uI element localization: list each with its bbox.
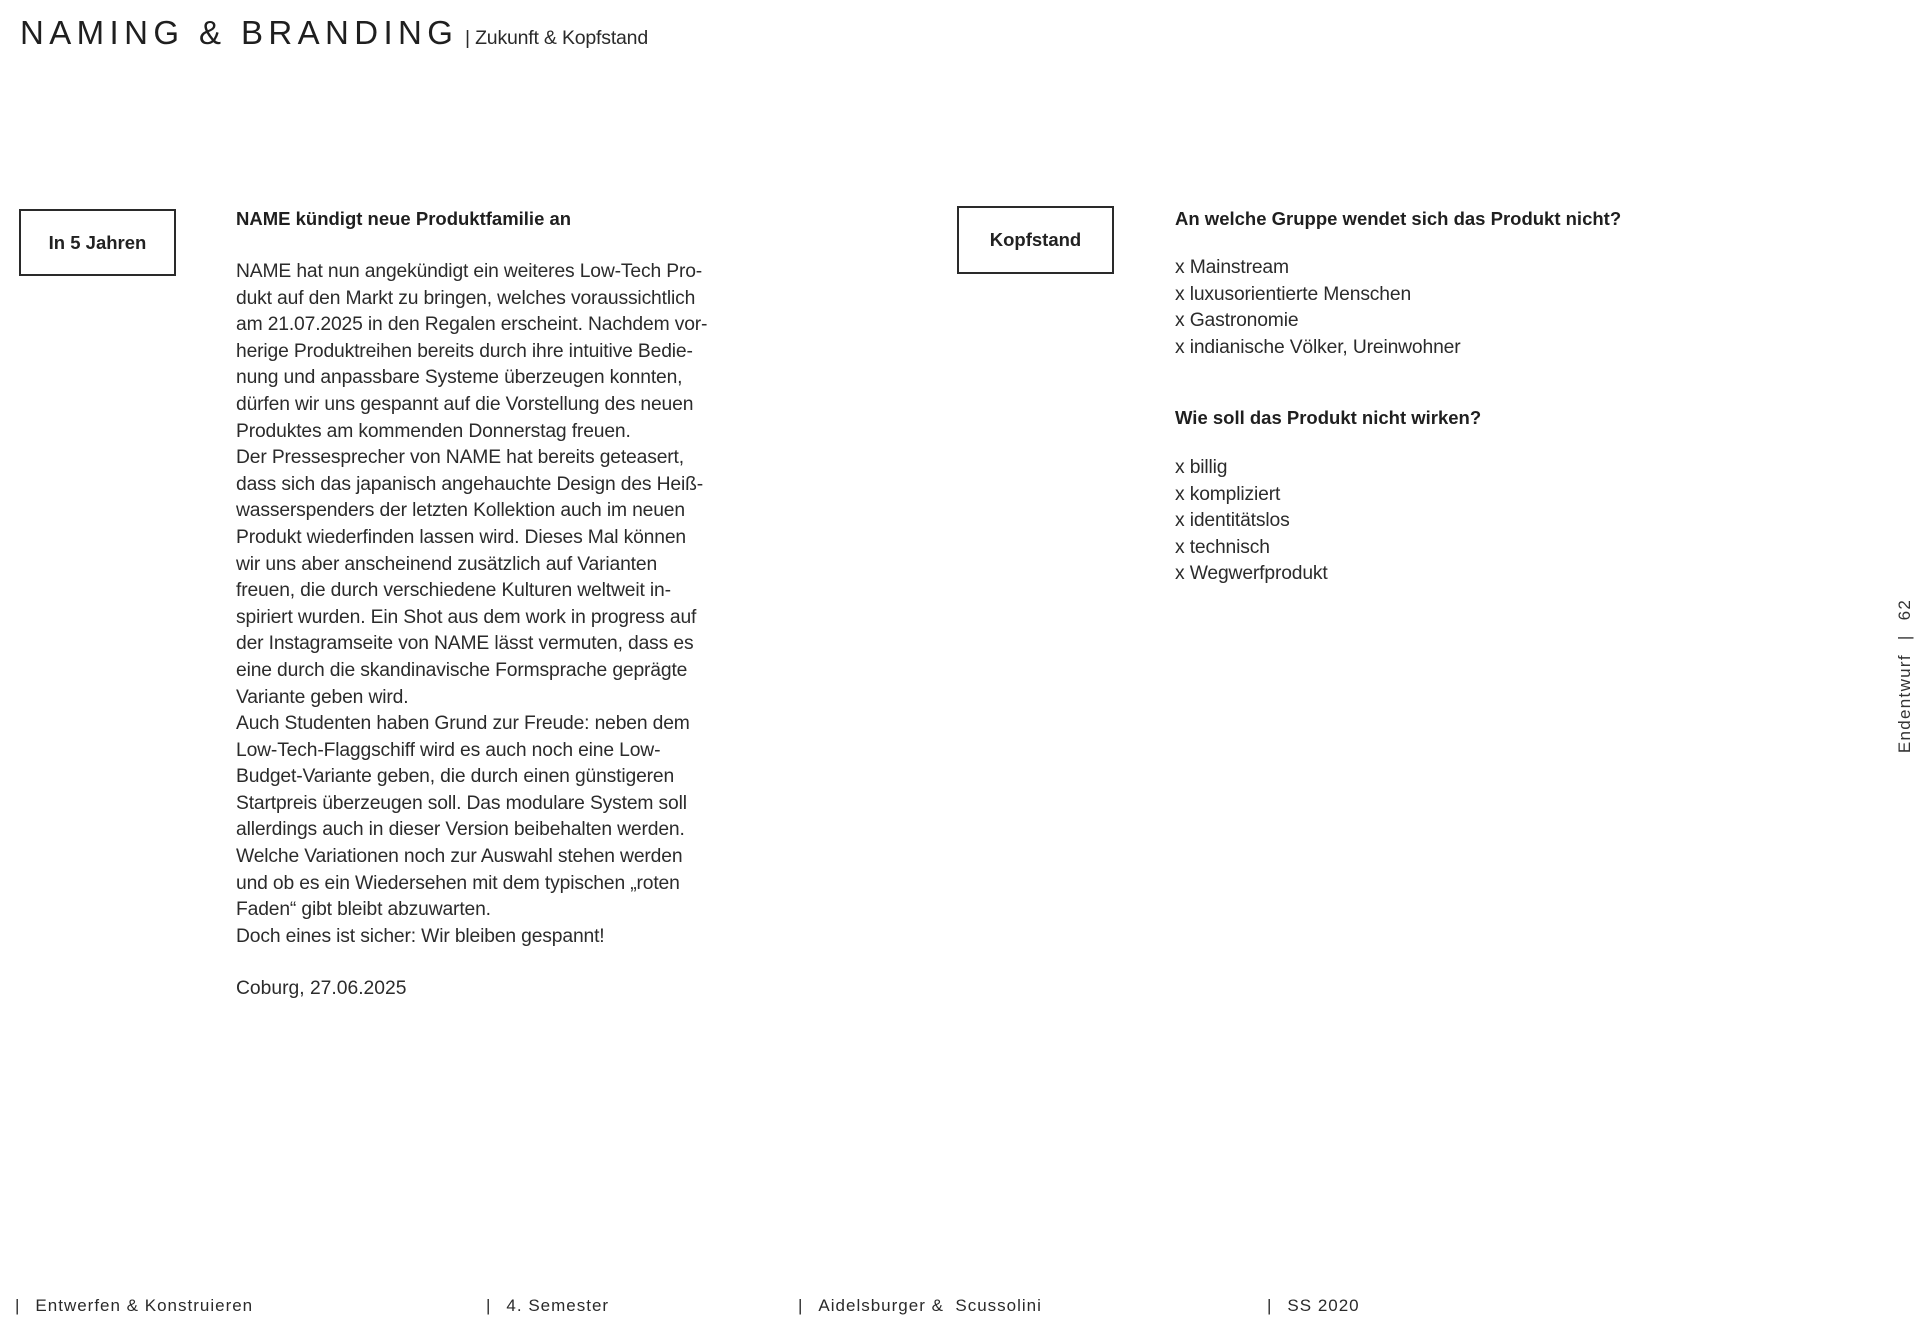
article-line: Faden“ gibt bleibt abzuwarten. bbox=[236, 899, 491, 921]
footer-item-semester bbox=[486, 1295, 609, 1317]
answer-list bbox=[1175, 455, 1328, 588]
footer-separator: | bbox=[1267, 1296, 1273, 1315]
list-item: x kompliziert bbox=[1175, 483, 1281, 505]
footer-separator: | bbox=[486, 1296, 492, 1315]
article-line: Startpreis überzeugen soll. Das modulare System soll bbox=[236, 792, 687, 814]
article-line: Produktes am kommenden Donnerstag freuen. bbox=[236, 420, 631, 442]
article-line: Auch Studenten haben Grund zur Freude: neben dem bbox=[236, 713, 690, 735]
article-line: wir uns aber anscheinend zusätzlich auf Varianten bbox=[236, 553, 658, 575]
list-item: x Mainstream bbox=[1175, 257, 1289, 278]
footer-separator: | bbox=[15, 1296, 21, 1315]
footer-text: Entwerfen & Konstruieren bbox=[35, 1296, 254, 1315]
question-heading: Wie soll das Produkt nicht wirken? bbox=[1175, 407, 1482, 428]
list-item: x Gastronomie bbox=[1175, 310, 1299, 332]
article-line: und ob es ein Wiedersehen mit dem typischen „roten bbox=[236, 872, 680, 894]
list-item: x luxusorientierte Menschen bbox=[1175, 283, 1412, 305]
article-line: allerdings auch in dieser Version beibehalten werden. bbox=[236, 819, 685, 841]
article-line: dukt auf den Markt zu bringen, welches voraussichtlich bbox=[236, 287, 696, 309]
article-line: NAME hat nun angekündigt ein weiteres Low-Tech Pro- bbox=[236, 261, 703, 282]
article-line: Produkt wiederfinden lassen wird. Dieses Mal können bbox=[236, 526, 686, 548]
article-line: dürfen wir uns gespannt auf die Vorstellung des neuen bbox=[236, 393, 694, 415]
article-line: der Instagramseite von NAME lässt vermuten, dass es bbox=[236, 633, 694, 655]
article-line: Welche Variationen noch zur Auswahl stehen werden bbox=[236, 846, 683, 868]
article-line: Low-Tech-Flaggschiff wird es auch noch eine Low- bbox=[236, 739, 661, 761]
article-line: am 21.07.2025 in den Regalen erscheint. Nachdem vor- bbox=[236, 314, 708, 336]
footer-separator: | bbox=[798, 1296, 804, 1315]
section-label: Kopfstand bbox=[989, 229, 1082, 250]
section-label-box-kopfstand bbox=[957, 206, 1114, 274]
article-line: herige Produktreihen bereits durch ihre intuitive Bedie- bbox=[236, 340, 693, 362]
article-line: Variante geben wird. bbox=[236, 686, 409, 708]
footer-text: Aidelsburger & Scussolini bbox=[818, 1296, 1042, 1315]
article-line: eine durch die skandinavische Formsprache geprägte bbox=[236, 659, 688, 681]
article-line: spiriert wurden. Ein Shot aus dem work in progress auf bbox=[236, 606, 697, 628]
question-heading: An welche Gruppe wendet sich das Produkt nicht? bbox=[1175, 208, 1622, 229]
article-line: wasserspenders der letzten Kollektion auch im neuen bbox=[236, 500, 685, 522]
footer-text: 4. Semester bbox=[506, 1296, 610, 1315]
answer-list bbox=[1175, 255, 1461, 361]
article-line: nung und anpassbare Systeme überzeugen konnten, bbox=[236, 367, 683, 389]
side-separator: | bbox=[1895, 634, 1914, 641]
article-line: dass sich das japanisch angehauchte Design des Heiß- bbox=[236, 473, 704, 495]
article-heading: NAME kündigt neue Produktfamilie an bbox=[236, 208, 572, 229]
list-item: x indianische Völker, Ureinwohner bbox=[1175, 336, 1461, 358]
footer-text: SS 2020 bbox=[1287, 1296, 1360, 1315]
article-line: Doch eines ist sicher: Wir bleiben gespannt! bbox=[236, 925, 605, 947]
footer-item-course bbox=[15, 1295, 253, 1317]
list-item: x technisch bbox=[1175, 536, 1270, 558]
side-section-name: Endentwurf bbox=[1895, 654, 1914, 754]
footer-item-term bbox=[1267, 1295, 1360, 1317]
side-page-label bbox=[1895, 599, 1915, 753]
article-line: Budget-Variante geben, die durch einen günstigeren bbox=[236, 766, 675, 788]
page-title: NAMING & BRANDING bbox=[20, 14, 459, 51]
article-body bbox=[236, 259, 766, 950]
article-line: Der Pressesprecher von NAME hat bereits geteasert, bbox=[236, 447, 684, 469]
page-subtitle: | Zukunft & Kopfstand bbox=[465, 27, 648, 49]
list-item: x Wegwerfprodukt bbox=[1175, 563, 1328, 585]
footer-item-authors bbox=[798, 1295, 1042, 1317]
section-label: In 5 Jahren bbox=[48, 231, 147, 253]
section-label-box-in-5-jahren bbox=[19, 209, 176, 276]
place-date: Coburg, 27.06.2025 bbox=[236, 978, 407, 999]
article-line: freuen, die durch verschiedene Kulturen weltweit in- bbox=[236, 580, 671, 602]
list-item: x billig bbox=[1175, 457, 1228, 478]
page-number: 62 bbox=[1895, 598, 1914, 621]
list-item: x identitätslos bbox=[1175, 510, 1290, 532]
